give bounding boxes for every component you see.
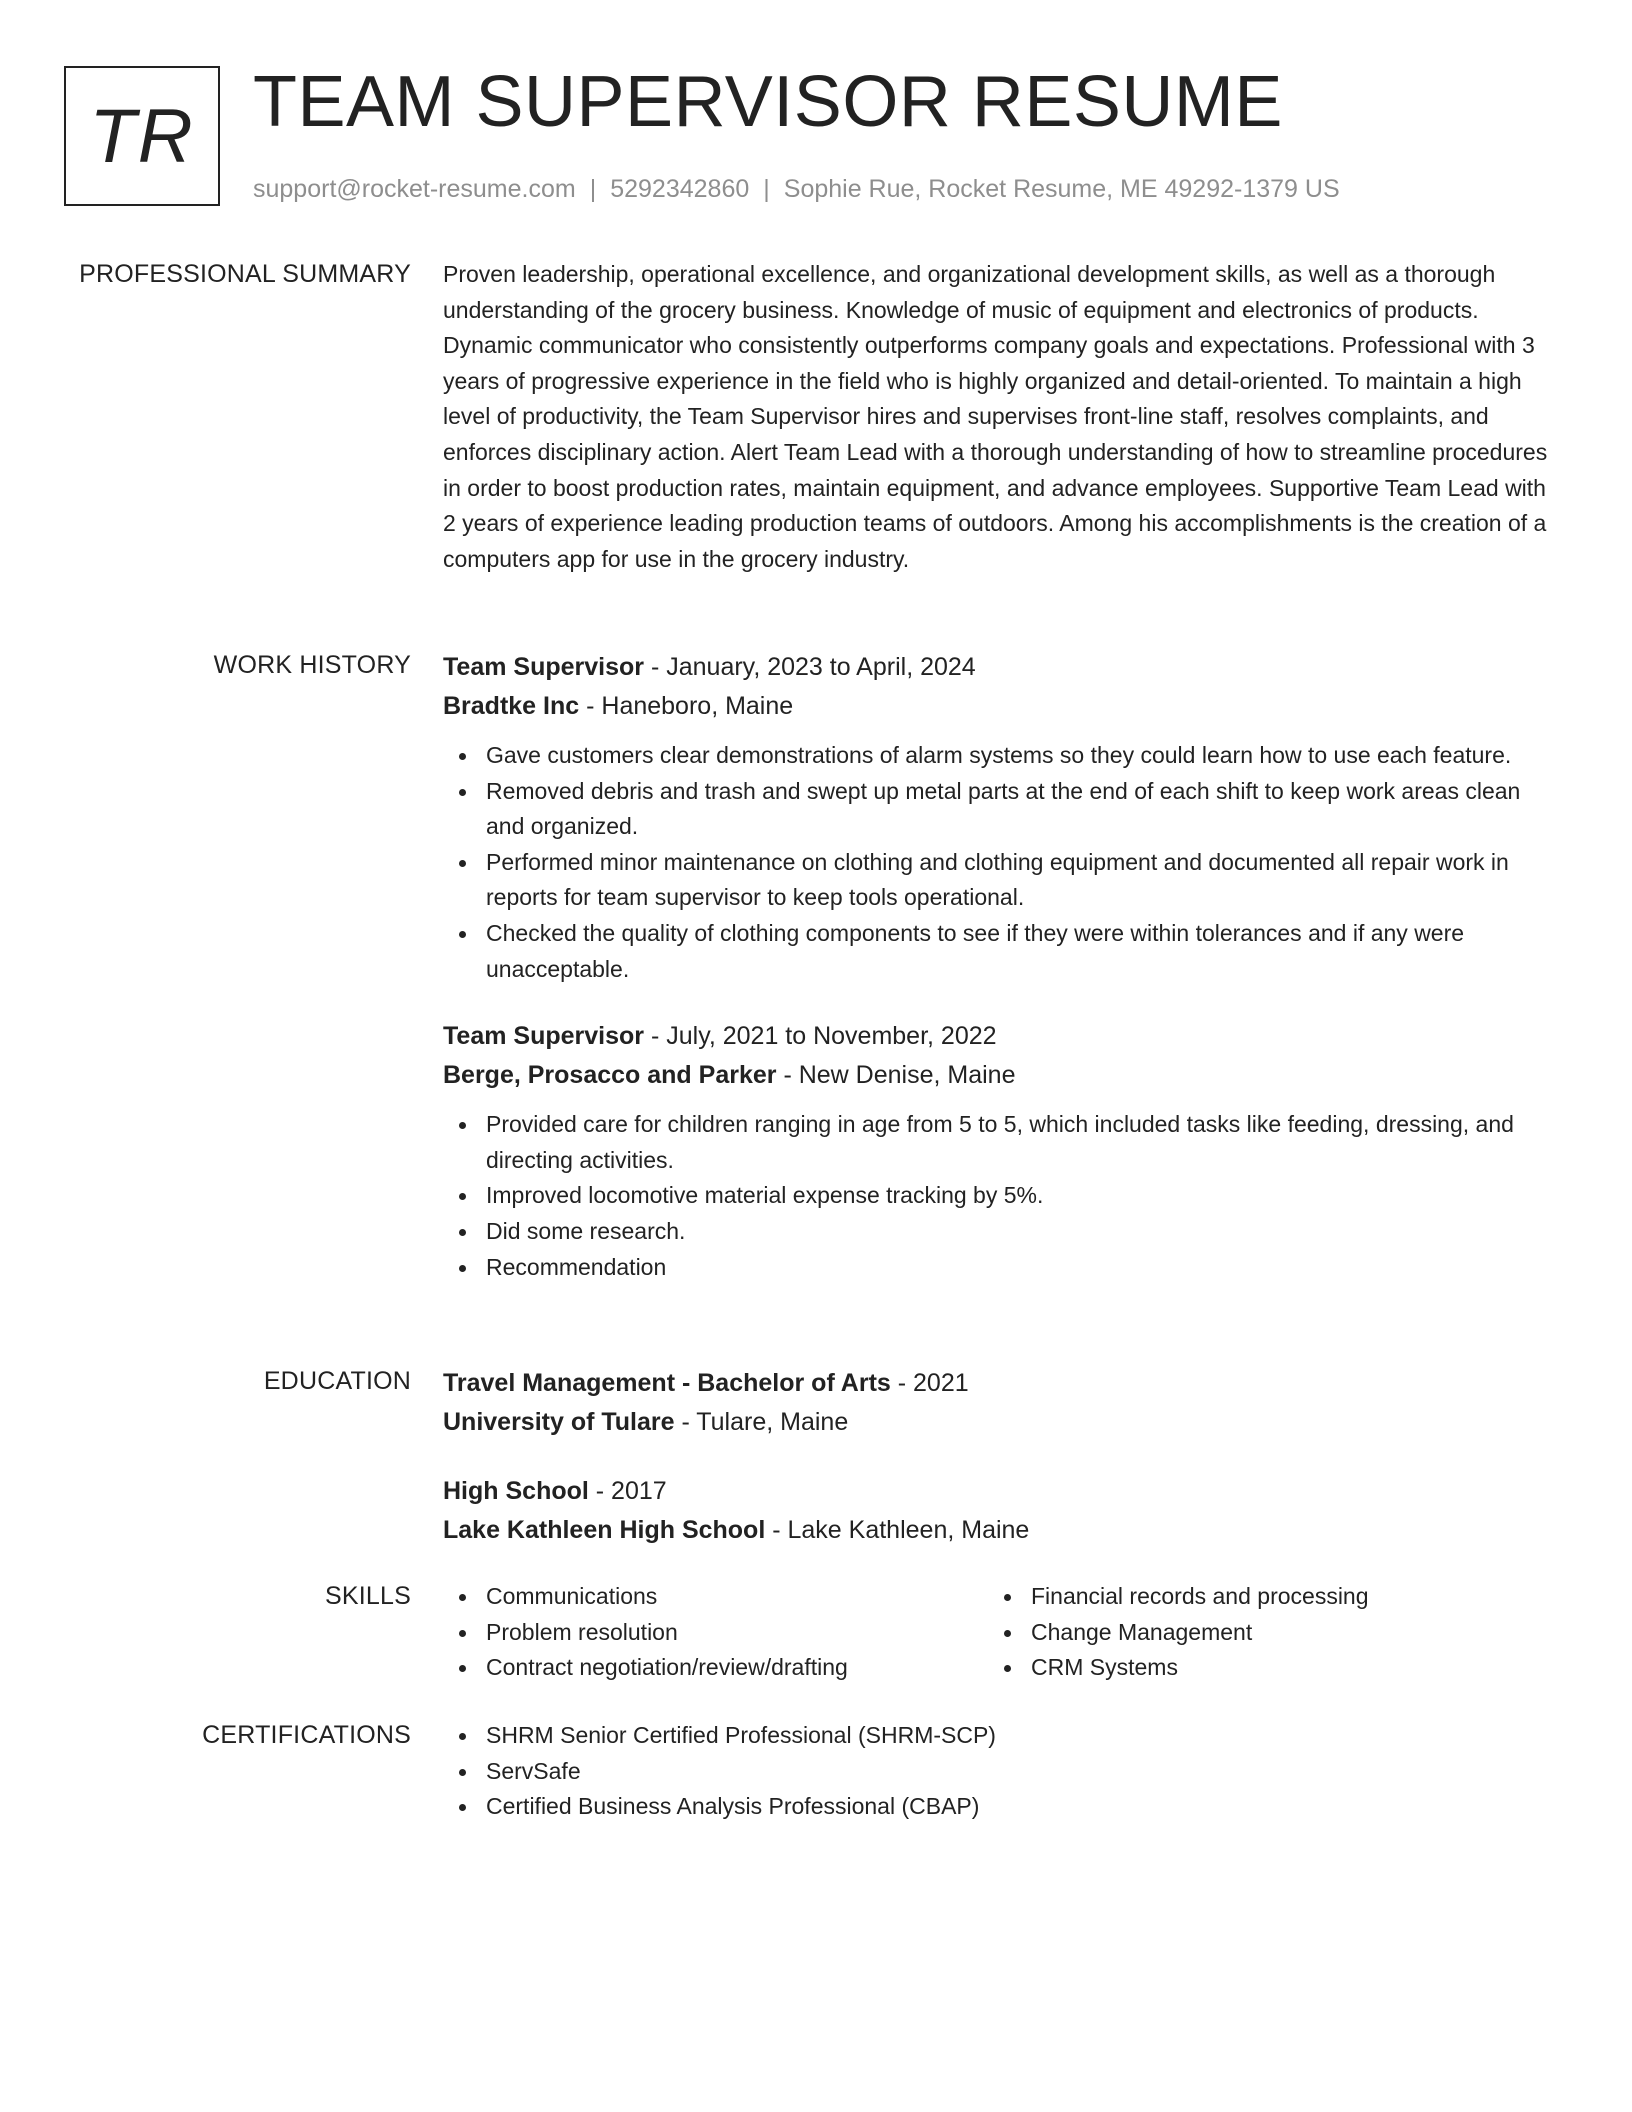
skill-item: Communications <box>443 1579 988 1615</box>
skills-list-left <box>443 1579 988 1686</box>
skill-item: Financial records and processing <box>988 1579 1533 1615</box>
degree-year: - 2021 <box>890 1369 969 1397</box>
certification-item: SHRM Senior Certified Professional (SHRM-SCP) <box>443 1718 1553 1754</box>
job-location: - New Denise, Maine <box>776 1061 1016 1090</box>
job-company-line <box>443 1056 1553 1095</box>
contact-address: Sophie Rue, Rocket Resume, ME 49292-1379 US <box>783 175 1340 203</box>
contact-email: support@rocket-resume.com <box>253 175 576 203</box>
summary-body <box>443 257 1553 577</box>
job-entry <box>443 1017 1553 1285</box>
resume-title: TEAM SUPERVISOR RESUME <box>253 62 1283 142</box>
contact-phone: 5292342860 <box>610 175 750 203</box>
education-entry <box>443 1472 1553 1550</box>
job-title: Team Supervisor <box>443 653 645 681</box>
skills-body <box>443 1579 1553 1686</box>
list-item: Checked the quality of clothing components to see if they were within tolerances and if any were unacceptable. <box>443 916 1553 987</box>
summary-text: Proven leadership, operational excellence, and organizational development skills, as well as a thorough understanding of the grocery business. Knowledge of music of equipment and electronics of products. Dynamic communicator who consistently outperforms company goals and expectations. Professional with 3 years of progressive experience in the field who is highly organized and detail-oriented. To maintain a high level of productivity, the Team Supervisor hires and supervises front-line staff, resolves complaints, and enforces disciplinary action. Alert Team Lead with a thorough understanding of how to streamline procedures in order to boost production rates, maintain equipment, and advance employees. Supportive Team Lead with 2 years of experience leading production teams of outdoors. Among his accomplishments is the creation of a computers app for use in the grocery industry. <box>443 261 1548 572</box>
school-line <box>443 1511 1553 1550</box>
job-duties-list <box>443 1107 1553 1285</box>
job-location: - Haneboro, Maine <box>579 692 794 720</box>
skill-item: Problem resolution <box>443 1615 988 1651</box>
job-title: Team Supervisor <box>443 1022 645 1051</box>
list-item: Gave customers clear demonstrations of alarm systems so they could learn how to use each feature. <box>443 738 1553 774</box>
school-line <box>443 1403 1553 1442</box>
list-item: Provided care for children ranging in age from 5 to 5, which included tasks like feeding, dressing, and directing activities. <box>443 1107 1553 1178</box>
job-entry <box>443 648 1553 987</box>
school-location: - Tulare, Maine <box>674 1408 849 1436</box>
section-heading: PROFESSIONAL SUMMARY <box>79 260 411 288</box>
list-item: Improved locomotive material expense tracking by 5%. <box>443 1178 1553 1214</box>
job-title-line <box>443 1017 1553 1056</box>
skill-item: Contract negotiation/review/drafting <box>443 1650 988 1686</box>
skills-columns <box>443 1579 1553 1686</box>
list-item: Removed debris and trash and swept up metal parts at the end of each shift to keep work areas clean and organized. <box>443 774 1553 845</box>
school-location: - Lake Kathleen, Maine <box>765 1516 1030 1544</box>
certification-item: ServSafe <box>443 1754 1553 1790</box>
work-history-body <box>443 648 1553 1285</box>
job-company: Berge, Prosacco and Parker <box>443 1061 777 1090</box>
degree-name: Travel Management - Bachelor of Arts <box>443 1369 891 1397</box>
degree-name: High School <box>443 1477 589 1505</box>
list-item: Recommendation <box>443 1250 1553 1286</box>
skills-list-right <box>988 1579 1533 1686</box>
list-item: Performed minor maintenance on clothing and clothing equipment and documented all repair work in reports for team supervisor to keep tools operational. <box>443 845 1553 916</box>
education-body <box>443 1364 1553 1550</box>
section-heading: EDUCATION <box>263 1367 411 1395</box>
job-dates: - January, 2023 to April, 2024 <box>644 653 976 681</box>
job-dates: - July, 2021 to November, 2022 <box>644 1022 997 1051</box>
section-heading: SKILLS <box>325 1582 411 1610</box>
degree-line <box>443 1364 1553 1403</box>
certification-item: Certified Business Analysis Professional (CBAP) <box>443 1789 1553 1825</box>
school-name: University of Tulare <box>443 1408 675 1436</box>
job-duties-list <box>443 738 1553 987</box>
job-company: Bradtke Inc <box>443 692 580 720</box>
job-company-line <box>443 687 1553 726</box>
degree-line <box>443 1472 1553 1511</box>
certifications-list <box>443 1718 1553 1825</box>
job-title-line <box>443 648 1553 687</box>
education-entry <box>443 1364 1553 1442</box>
skill-item: Change Management <box>988 1615 1533 1651</box>
section-heading: WORK HISTORY <box>213 651 411 679</box>
contact-separator: | <box>763 175 770 203</box>
contact-separator: | <box>589 175 597 203</box>
contact-line <box>253 172 1340 206</box>
certifications-body <box>443 1718 1553 1825</box>
school-name: Lake Kathleen High School <box>443 1516 766 1544</box>
list-item: Did some research. <box>443 1214 1553 1250</box>
section-heading: CERTIFICATIONS <box>202 1721 411 1749</box>
degree-year: - 2017 <box>588 1477 667 1505</box>
skill-item: CRM Systems <box>988 1650 1533 1686</box>
monogram-logo: TR <box>64 66 220 206</box>
